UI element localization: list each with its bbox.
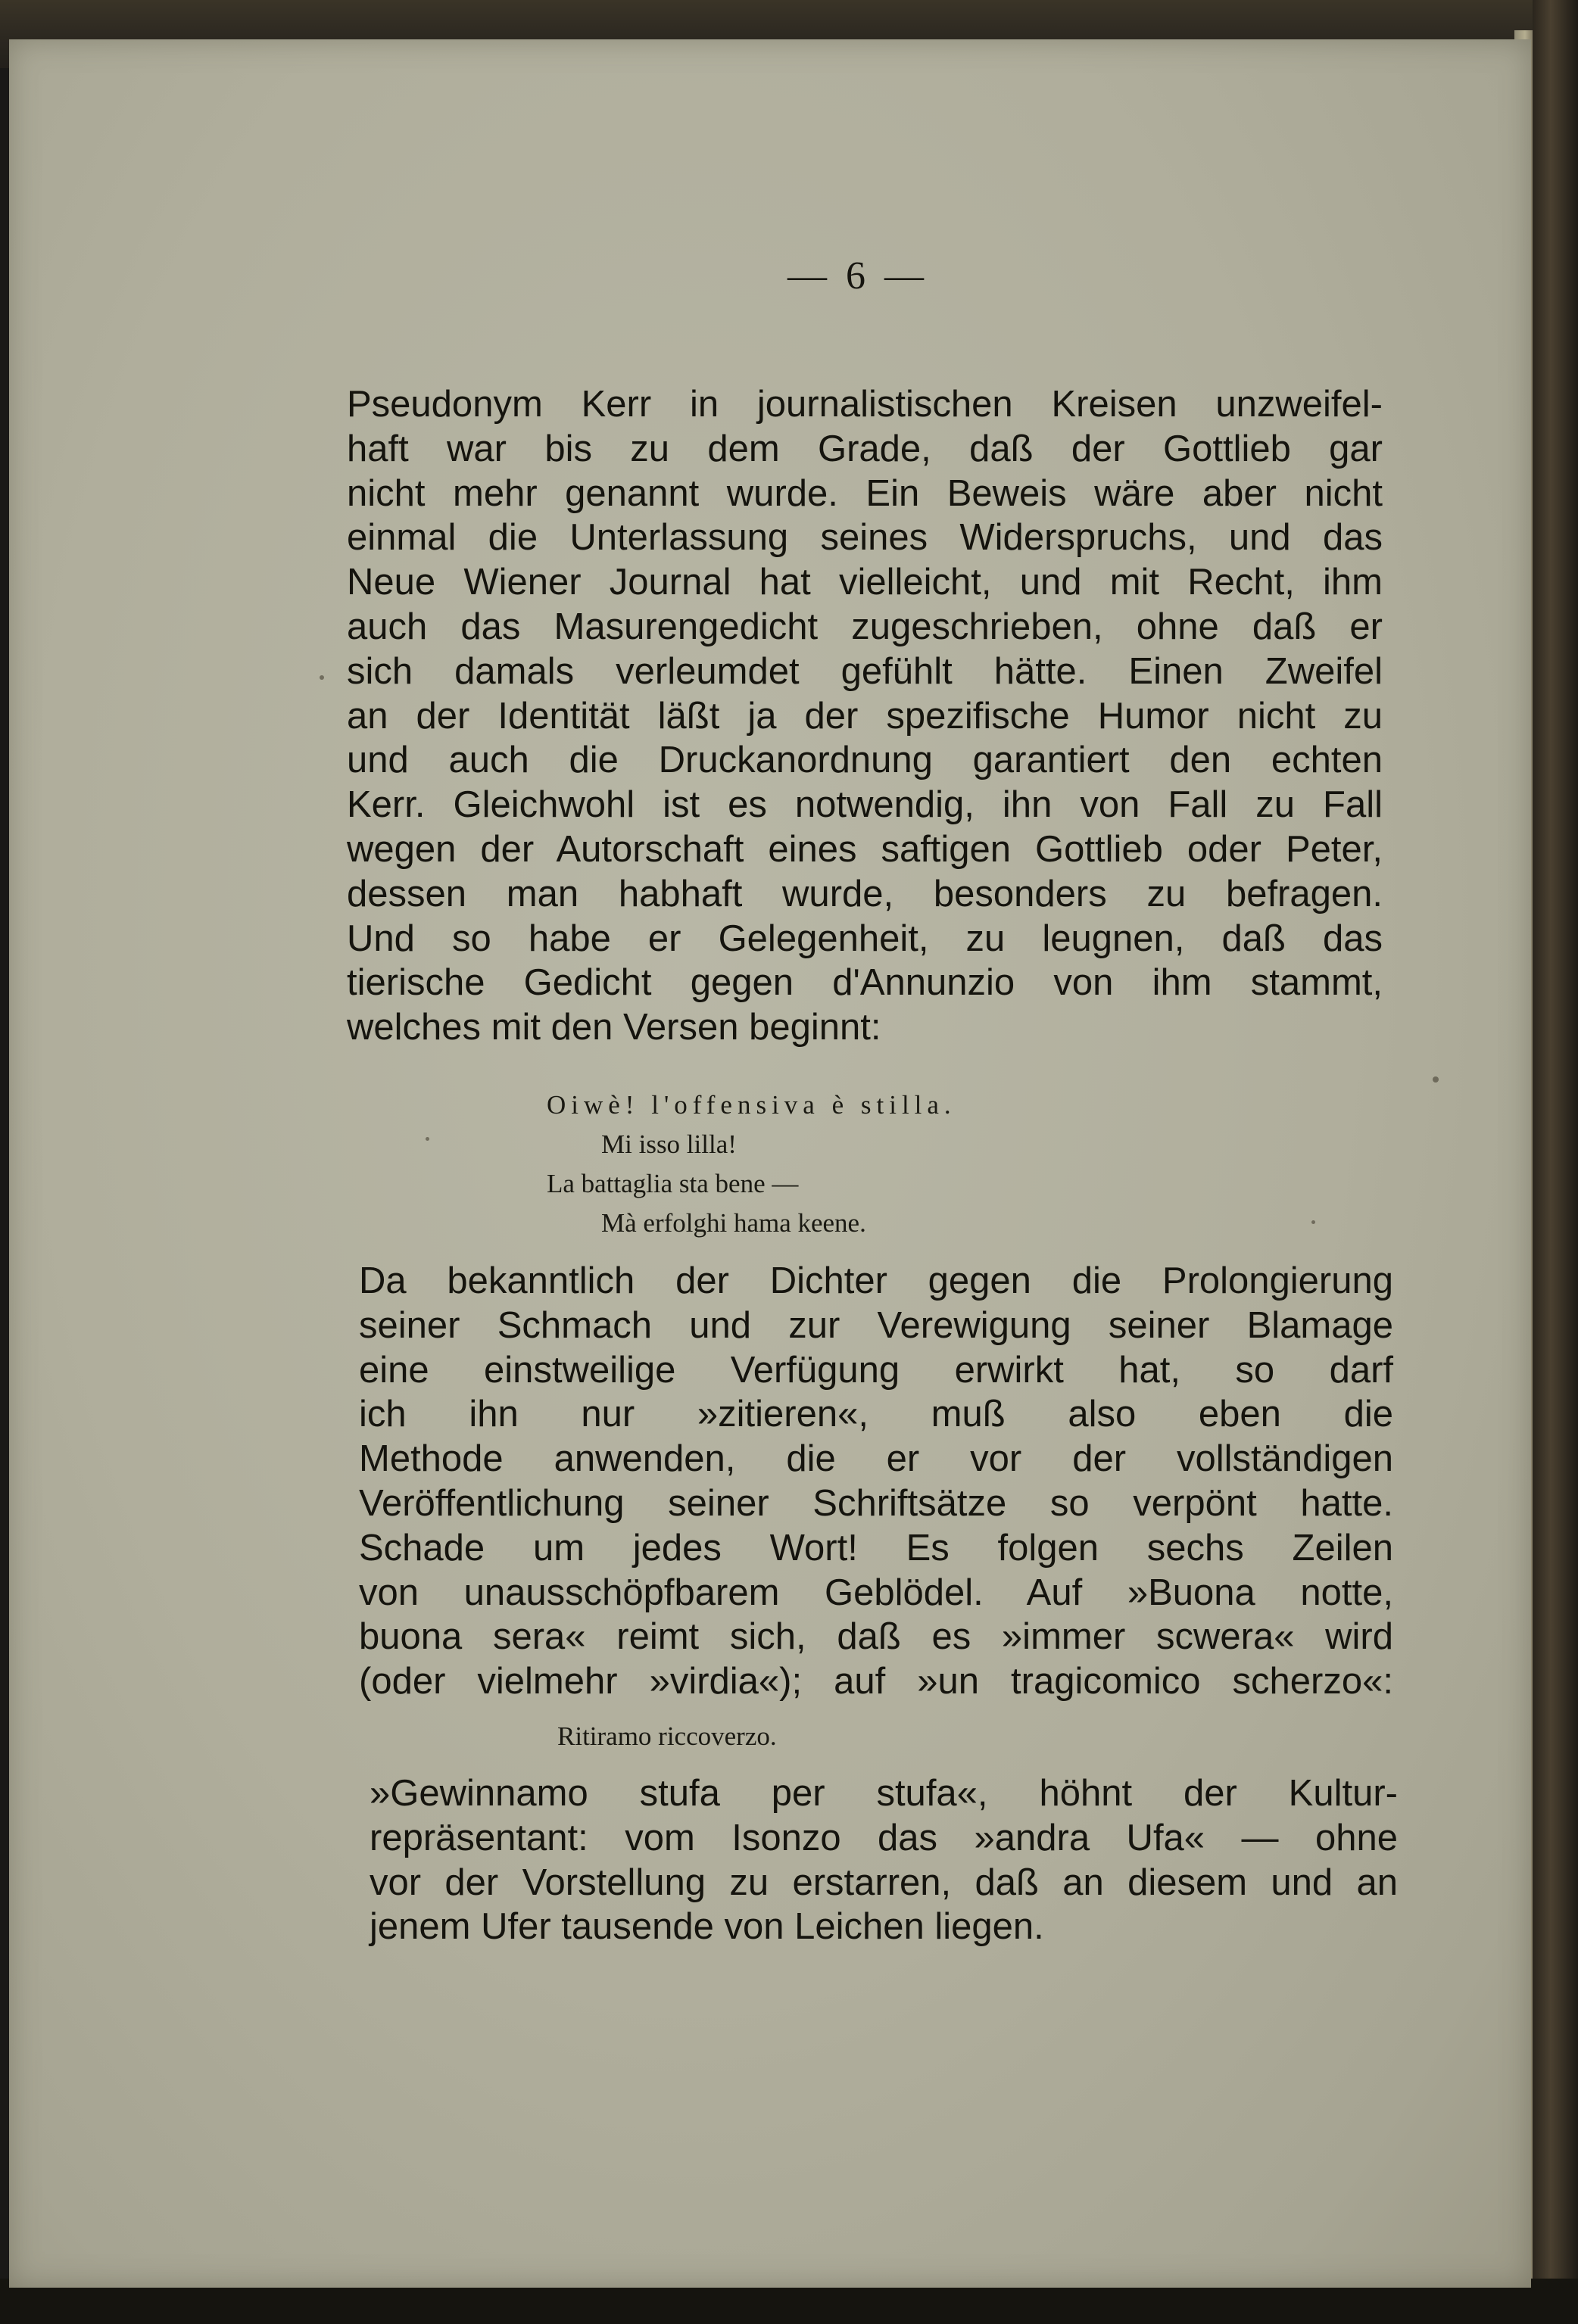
verse-line: La battaglia sta bene — xyxy=(547,1169,799,1198)
text-line: eine einstweilige Verfügung erwirkt hat, so darf xyxy=(359,1349,1393,1391)
paper-speck xyxy=(1433,1076,1439,1083)
page-number: — 6 — xyxy=(787,254,928,298)
paper-speck xyxy=(1311,1220,1315,1224)
text-line: Pseudonym Kerr in journalistischen Kreisen unzweifel- xyxy=(347,384,1383,425)
text-line: buona sera« reimt sich, daß es »immer scwera« wird xyxy=(359,1616,1393,1658)
verse-line: Mà erfolghi hama keene. xyxy=(601,1208,866,1238)
text-line: wegen der Autorschaft eines saftigen Gottlieb oder Peter, xyxy=(347,828,1383,870)
verse-line: Oiwè! l'offensiva è stilla. xyxy=(547,1090,956,1120)
text-line: Da bekanntlich der Dichter gegen die Prolongierung xyxy=(359,1260,1393,1301)
text-line: haft war bis zu dem Grade, daß der Gottlieb gar xyxy=(347,428,1383,469)
text-line: von unausschöpfbarem Geblödel. Auf »Buona notte, xyxy=(359,1572,1393,1613)
text-line: (oder vielmehr »virdia«); auf »un tragicomico scherzo«: xyxy=(359,1661,1393,1703)
text-line: tierische Gedicht gegen d'Annunzio von ihm stammt, xyxy=(347,962,1383,1004)
text-line: Schade um jedes Wort! Es folgen sechs Zeilen xyxy=(359,1527,1393,1569)
text-line: auch das Masurengedicht zugeschrieben, ohne daß er xyxy=(347,606,1383,647)
text-line: »Gewinnamo stufa per stufa«, höhnt der Kultur- xyxy=(370,1773,1398,1814)
text-line: seiner Schmach und zur Verewigung seiner Blamage xyxy=(359,1304,1393,1346)
text-line: ich ihn nur »zitieren«, muß also eben die xyxy=(359,1394,1393,1435)
paper-speck xyxy=(320,675,324,680)
text-line: nicht mehr genannt wurde. Ein Beweis wäre aber nicht xyxy=(347,472,1383,514)
text-line: einmal die Unterlassung seines Widerspruchs, und das xyxy=(347,517,1383,559)
paragraph-2 xyxy=(359,1259,1393,1704)
verse-line: Mi isso lilla! xyxy=(601,1129,737,1159)
paragraph-3 xyxy=(370,1771,1398,1949)
text-line: und auch die Druckanordnung garantiert den echten xyxy=(347,740,1383,781)
paper-speck xyxy=(426,1137,429,1141)
text-line: welches mit den Versen beginnt: xyxy=(347,1007,881,1048)
text-line: repräsentant: vom Isonzo das »andra Ufa« — ohne xyxy=(370,1817,1398,1858)
text-line: jenem Ufer tausende von Leichen liegen. xyxy=(370,1906,1044,1948)
text-line: Neue Wiener Journal hat vielleicht, und mit Recht, ihm xyxy=(347,562,1383,603)
verse-quote-1 xyxy=(547,1086,956,1243)
text-line: dessen man habhaft wurde, besonders zu befragen. xyxy=(347,873,1383,914)
text-line: an der Identität läßt ja der spezifische Humor nicht zu xyxy=(347,695,1383,737)
text-line: Kerr. Gleichwohl ist es notwendig, ihn von Fall zu Fall xyxy=(347,784,1383,826)
text-line: Methode anwenden, die er vor der vollständigen xyxy=(359,1438,1393,1480)
verse-quote-2: Ritiramo riccoverzo. xyxy=(557,1721,777,1751)
book-cover-right-edge xyxy=(1533,0,1578,2324)
text-line: Veröffentlichung seiner Schriftsätze so verpönt hatte. xyxy=(359,1482,1393,1524)
paragraph-1 xyxy=(347,382,1383,1050)
text-line: sich damals verleumdet gefühlt hätte. Einen Zweifel xyxy=(347,650,1383,692)
text-line: vor der Vorstellung zu erstarren, daß an diesem und an xyxy=(370,1861,1398,1903)
text-line: Und so habe er Gelegenheit, zu leugnen, daß das xyxy=(347,917,1383,959)
